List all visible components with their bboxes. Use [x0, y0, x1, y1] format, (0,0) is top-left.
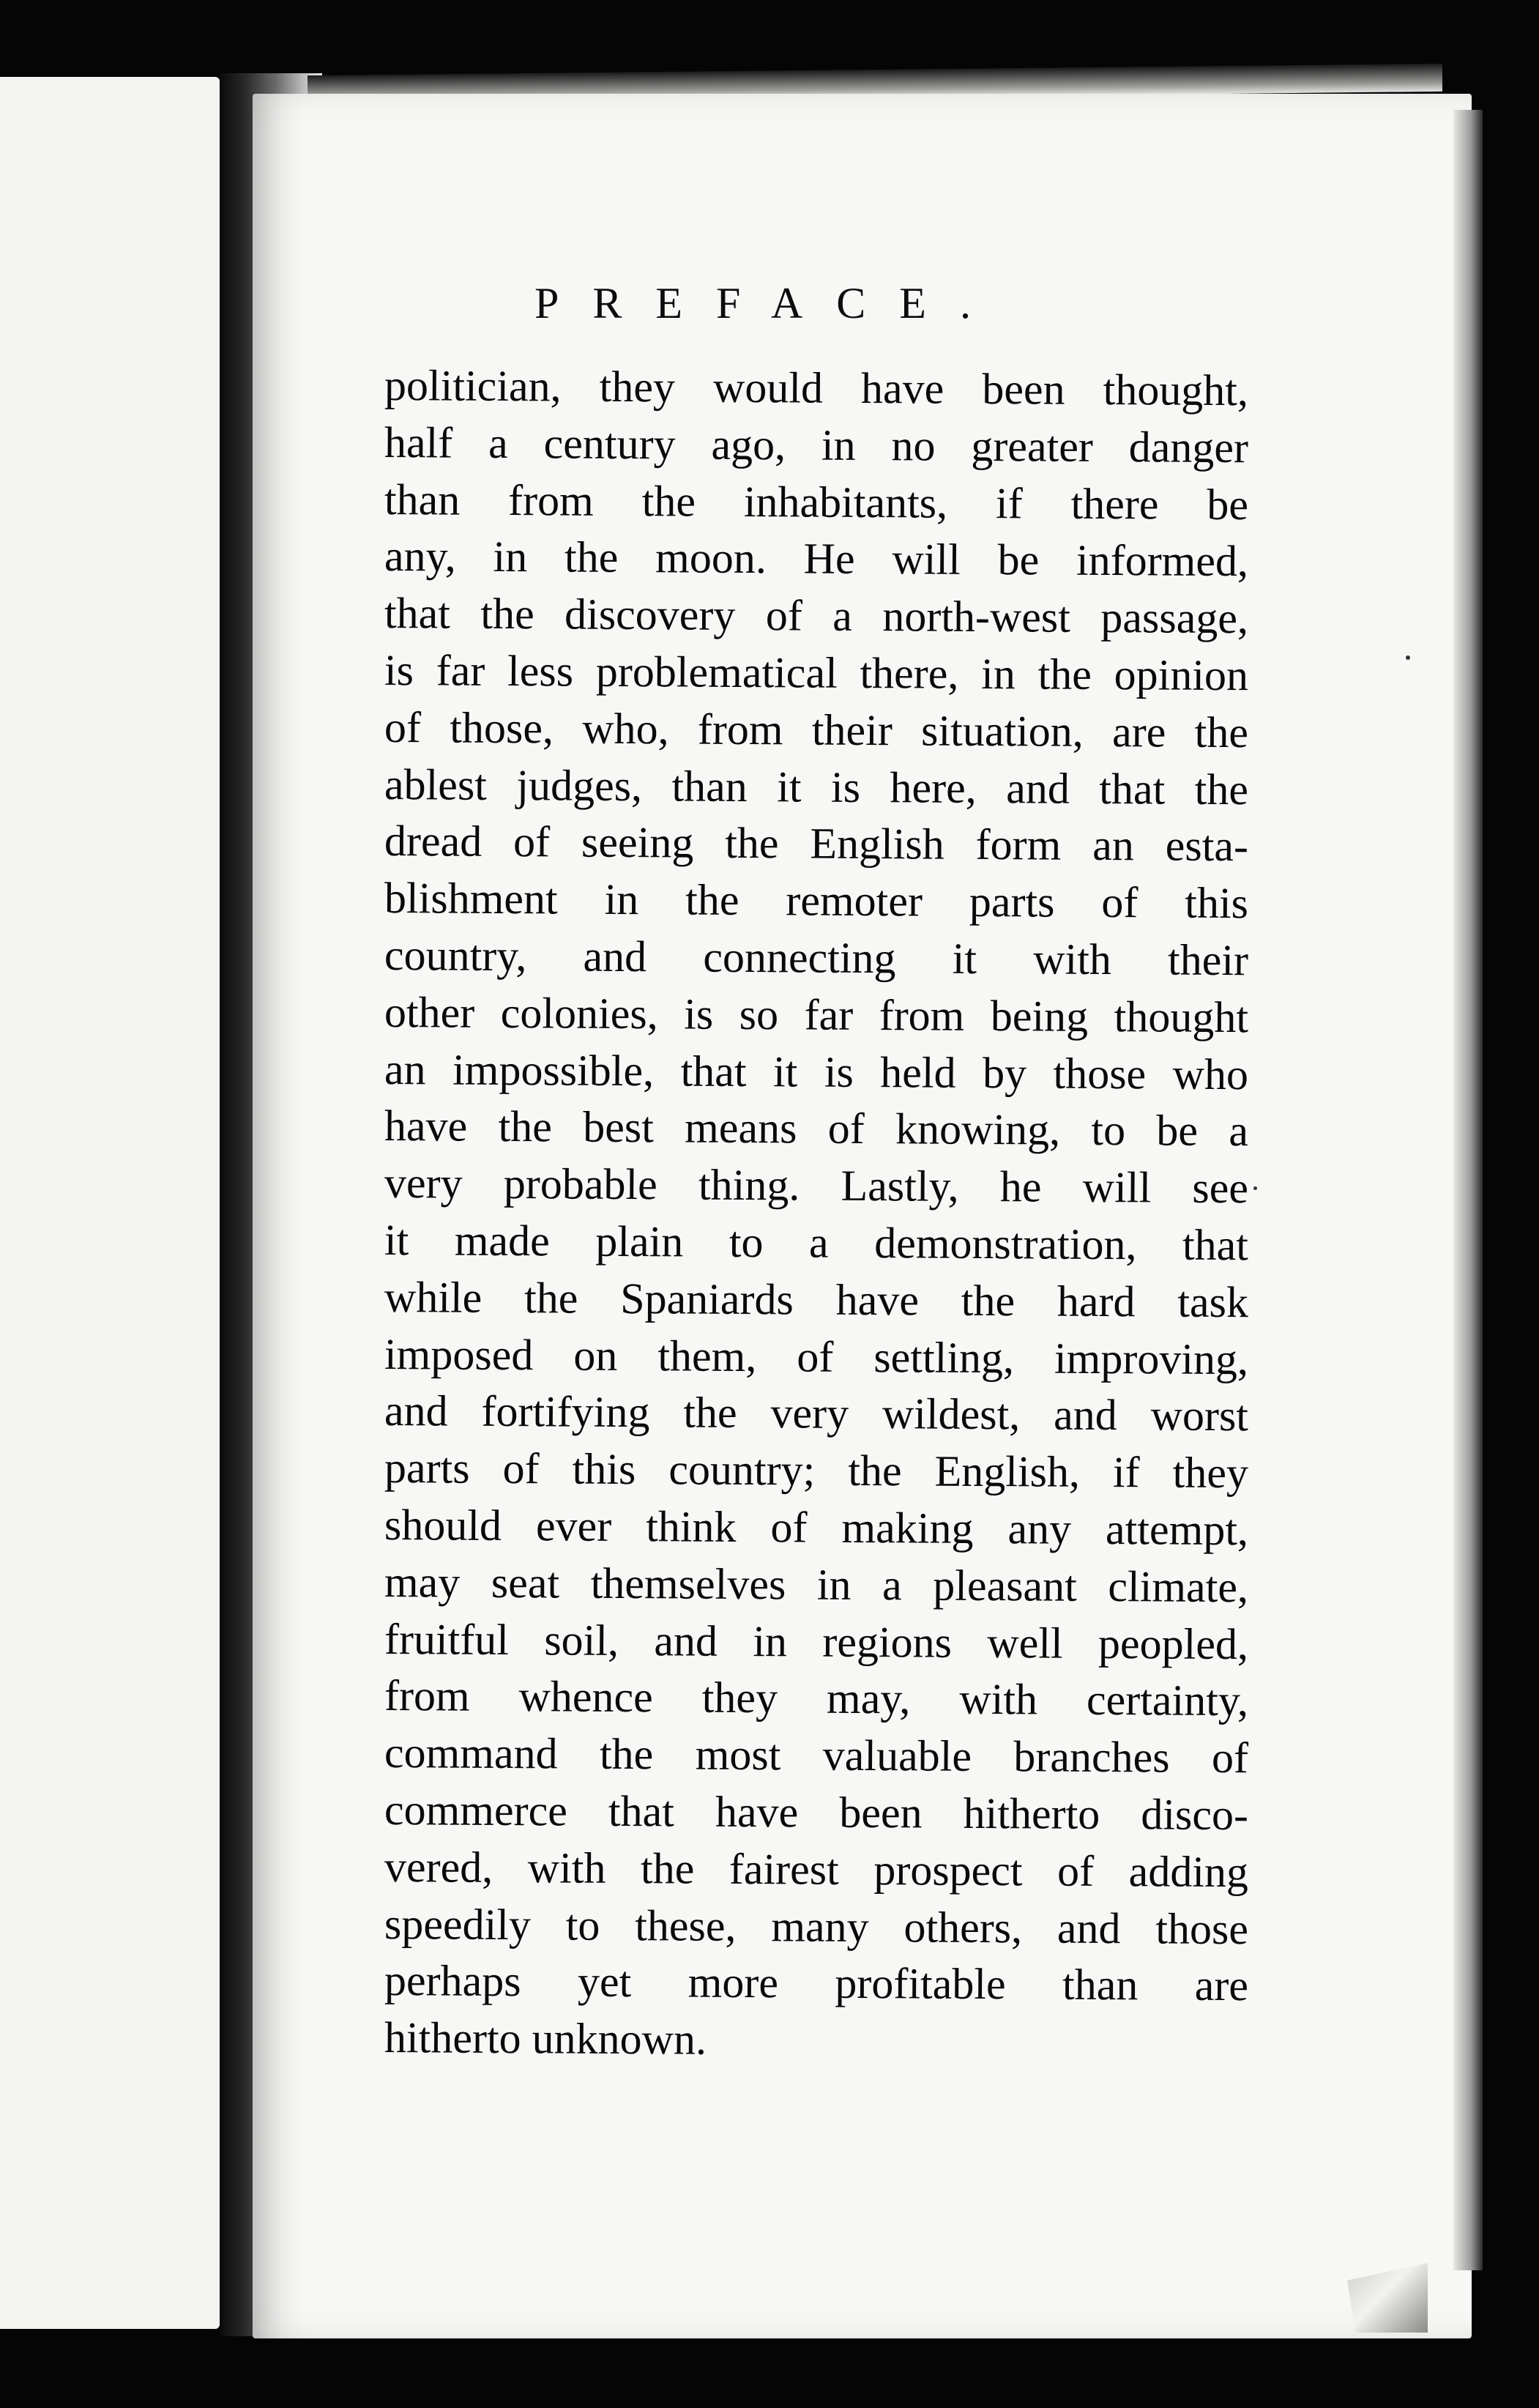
text-line: it made plain to a demonstration, that [384, 1215, 1249, 1270]
text-line: an impossible, that it is held by those who [384, 1044, 1249, 1099]
text-line: dread of seeing the English form an esta- [384, 817, 1249, 871]
text-line: half a century ago, in no greater danger [384, 417, 1249, 472]
text-line: have the best means of knowing, to be a [384, 1101, 1249, 1156]
page-body-text [384, 357, 1248, 2067]
text-line: fruitful soil, and in regions well peopled, [384, 1614, 1249, 1668]
text-line: parts of this country; the English, if they [384, 1443, 1249, 1498]
text-line: is far less problematical there, in the opinion [384, 645, 1249, 700]
text-line: should ever think of making any attempt, [384, 1500, 1249, 1555]
text-line: that the discovery of a north-west passage, [384, 589, 1249, 643]
text-line: while the Spaniards have the hard task [384, 1272, 1249, 1326]
text-line: hitherto unknown. [384, 2013, 707, 2064]
text-line: very probable thing. Lastly, he will see [384, 1159, 1249, 1213]
text-line: blishment in the remoter parts of this [384, 874, 1249, 928]
text-line: than from the inhabitants, if there be [384, 475, 1249, 529]
text-line: ablest judges, than it is here, and that the [384, 759, 1249, 814]
text-line: vered, with the fairest prospect of adding [384, 1842, 1249, 1896]
text-line: speedily to these, many others, and those [384, 1899, 1249, 1953]
text-line: may seat themselves in a pleasant climate, [384, 1557, 1249, 1611]
ink-speck [1253, 1186, 1257, 1190]
text-line: country, and connecting it with their [384, 930, 1249, 985]
text-line: from whence they may, with certainty, [384, 1671, 1249, 1725]
text-line: other colonies, is so far from being thought [384, 987, 1249, 1041]
text-line: politician, they would have been thought, [384, 361, 1249, 415]
text-line: of those, who, from their situation, are the [384, 702, 1249, 757]
running-head-title: PREFACE. [534, 279, 1005, 327]
text-line: imposed on them, of settling, improving, [384, 1329, 1249, 1383]
text-line: and fortifying the very wildest, and worst [384, 1386, 1249, 1441]
text-line: command the most valuable branches of [384, 1728, 1249, 1783]
ink-speck [1406, 655, 1410, 660]
text-line: any, in the moon. He will be informed, [384, 532, 1249, 586]
left-facing-page [0, 77, 220, 2329]
text-line: perhaps yet more profitable than are [384, 1956, 1249, 2010]
text-line: commerce that have been hitherto disco- [384, 1785, 1249, 1840]
page-right-edge [1453, 110, 1483, 2270]
